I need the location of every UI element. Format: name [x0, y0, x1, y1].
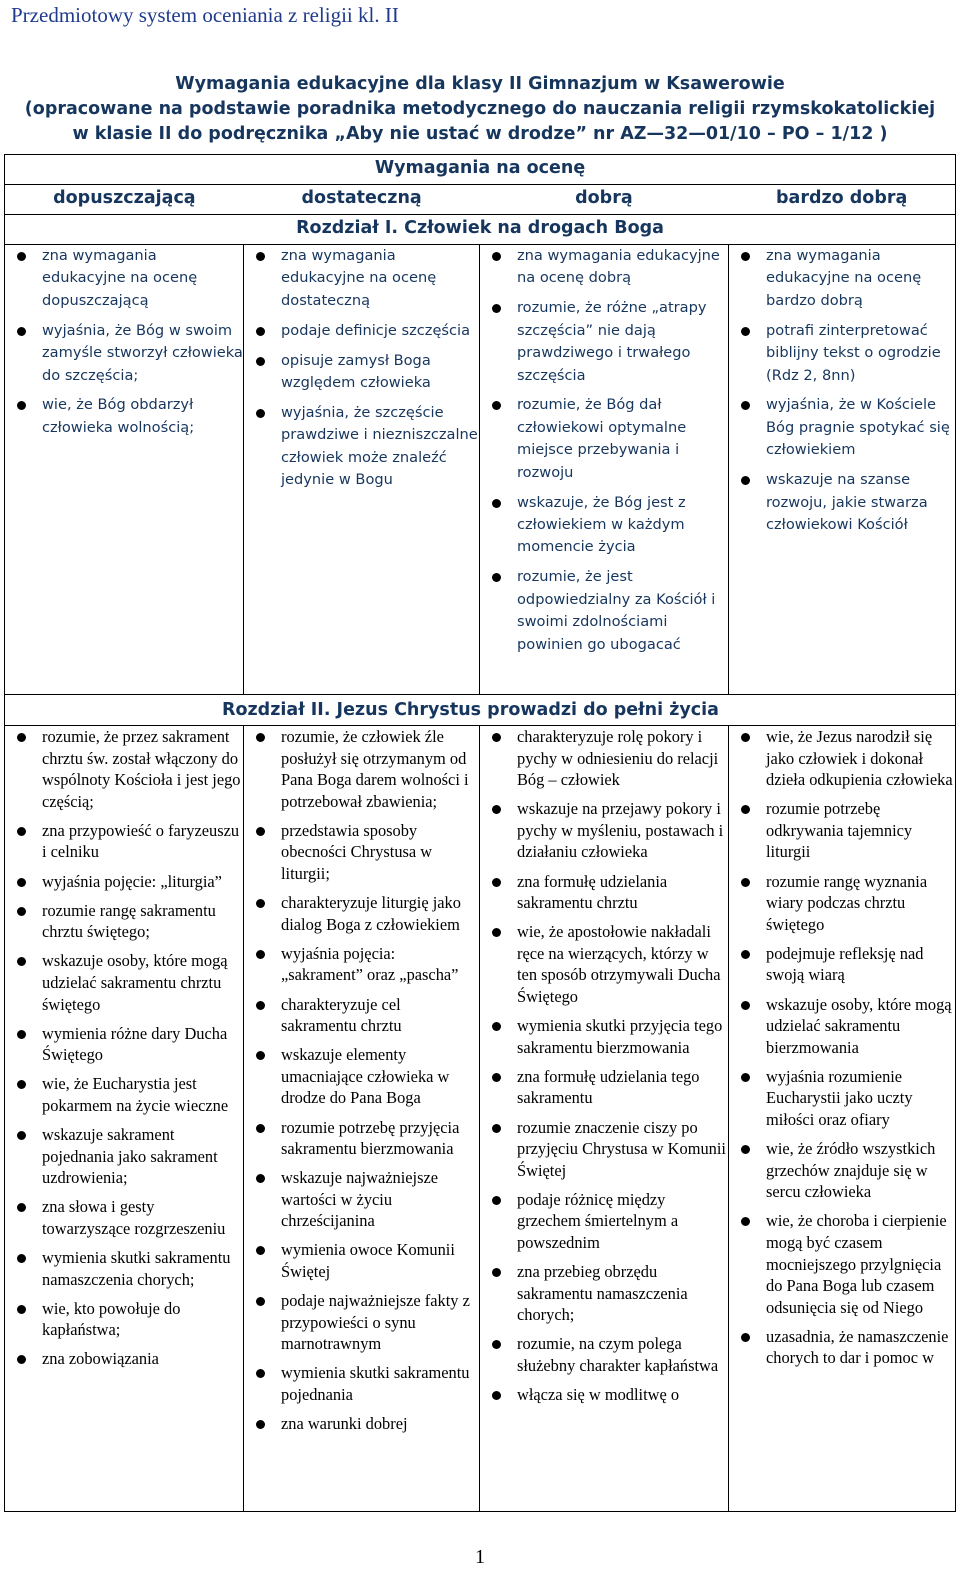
requirement-item: wie, że Eucharystia jest pokarmem na życie wieczne: [5, 1073, 243, 1116]
section-1-cell-bardzo-dobra: [729, 245, 956, 695]
requirement-item: rozumie potrzebę odkrywania tajemnicy liturgii: [729, 798, 955, 863]
requirement-item: rozumie, że człowiek źle posłużył się otrzymanym od Pana Boga darem wolności i potrzebował zbawienia;: [244, 726, 479, 812]
requirement-item: wyjaśnia, że w Kościele Bóg pragnie spotykać się człowiekiem: [729, 394, 955, 461]
requirement-item: wskazuje elementy umacniające człowieka w drodze do Pana Boga: [244, 1044, 479, 1109]
section-1-cell-dobra: [480, 245, 729, 695]
requirement-item: charakteryzuje liturgię jako dialog Boga z człowiekiem: [244, 892, 479, 935]
grade-header-bardzo-dobra: bardzo dobrą: [775, 188, 908, 208]
section-2-cell-dostateczna: [244, 726, 480, 1512]
requirement-item: wymienia skutki sakramentu namaszczenia chorych;: [5, 1247, 243, 1290]
requirement-list: [5, 245, 243, 439]
page-number: 1: [475, 1546, 485, 1568]
grade-header-dostateczna: dostateczną: [301, 188, 422, 208]
requirement-item: wskazuje najważniejsze wartości w życiu chrześcijanina: [244, 1167, 479, 1232]
requirement-item: wskazuje na przejawy pokory i pychy w myśleniu, postawach i działaniu człowieka: [480, 798, 728, 863]
requirement-item: wie, kto powołuje do kapłaństwa;: [5, 1298, 243, 1341]
requirement-item: wskazuje osoby, które mogą udzielać sakramentu bierzmowania: [729, 994, 955, 1059]
requirement-list: [480, 726, 728, 1406]
requirement-item: wie, że choroba i cierpienie mogą być czasem mocniejszego przylgnięcia do Pana Boga lub czasem odsunięcia się od Niego: [729, 1210, 955, 1318]
requirement-item: zna formułę udzielania tego sakramentu: [480, 1066, 728, 1109]
requirement-item: uzasadnia, że namaszczenie chorych to dar i pomoc w: [729, 1326, 955, 1369]
requirement-item: zna warunki dobrej: [244, 1413, 479, 1435]
section-1-cell-dostateczna: [244, 245, 480, 695]
requirement-item: rozumie, na czym polega służebny charakter kapłaństwa: [480, 1333, 728, 1376]
requirement-item: zna wymagania edukacyjne na ocenę bardzo dobrą: [729, 245, 955, 312]
requirement-item: zna przebieg obrzędu sakramentu namaszczenia chorych;: [480, 1261, 728, 1326]
requirement-item: zna wymagania edukacyjne na ocenę dostateczną: [244, 245, 479, 312]
requirement-item: wyjaśnia pojęcie: „liturgia”: [5, 871, 243, 893]
grade-header-dopuszczajaca: dopuszczającą: [53, 188, 196, 208]
requirement-item: wymienia skutki sakramentu pojednania: [244, 1362, 479, 1405]
requirement-item: rozumie potrzebę przyjęcia sakramentu bierzmowania: [244, 1117, 479, 1160]
requirement-list: [244, 245, 479, 492]
requirement-item: rozumie, że przez sakrament chrztu św. został włączony do wspólnoty Kościoła i jest jego częścią;: [5, 726, 243, 812]
section-1-cell-dopuszczajaca: [5, 245, 244, 695]
requirement-item: wyjaśnia pojęcia: „sakrament” oraz „pascha”: [244, 943, 479, 986]
document-title-block: [0, 72, 960, 147]
requirement-item: rozumie, że różne „atrapy szczęścia” nie dają prawdziwego i trwałego szczęścia: [480, 297, 728, 387]
requirement-item: wymienia różne dary Ducha Świętego: [5, 1023, 243, 1066]
document-title-line-1: Wymagania edukacyjne dla klasy II Gimnazjum w Ksawerowie: [175, 74, 785, 94]
requirement-item: rozumie, że jest odpowiedzialny za Kościół i swoimi zdolnościami powinien go ubogacać: [480, 566, 728, 656]
requirement-item: podaje definicje szczęścia: [244, 320, 479, 342]
requirement-item: charakteryzuje rolę pokory i pychy w odniesieniu do relacji Bóg – człowiek: [480, 726, 728, 791]
document-header-title: Przedmiotowy system oceniania z religii kl. II: [11, 3, 399, 27]
requirement-item: wyjaśnia, że Bóg w swoim zamyśle stworzył człowieka do szczęścia;: [5, 320, 243, 387]
requirement-item: zna wymagania edukacyjne na ocenę dobrą: [480, 245, 728, 290]
section-2-title: Rozdział II. Jezus Chrystus prowadzi do pełni życia: [222, 700, 719, 720]
table-caption-cell: [5, 155, 956, 185]
requirement-item: wie, że Jezus narodził się jako człowiek i dokonał dzieła odkupienia człowieka: [729, 726, 955, 791]
requirement-item: rozumie rangę sakramentu chrztu świętego;: [5, 900, 243, 943]
requirement-item: zna słowa i gesty towarzyszące rozgrzeszeniu: [5, 1196, 243, 1239]
requirement-item: wyjaśnia, że szczęście prawdziwe i niezniszczalne człowiek może znaleźć jedynie w Bogu: [244, 402, 479, 492]
requirement-item: wskazuje sakrament pojednania jako sakrament uzdrowienia;: [5, 1124, 243, 1189]
requirement-list: [480, 245, 728, 656]
requirement-item: wyjaśnia rozumienie Eucharystii jako uczty miłości oraz ofiary: [729, 1066, 955, 1131]
requirement-item: wie, że źródło wszystkich grzechów znajduje się w sercu człowieka: [729, 1138, 955, 1203]
requirement-item: zna zobowiązania: [5, 1348, 243, 1370]
section-1-header-cell: [5, 215, 956, 245]
grade-header-row: [5, 185, 956, 215]
requirement-item: podejmuje refleksję nad swoją wiarą: [729, 943, 955, 986]
requirement-item: opisuje zamysł Boga względem człowieka: [244, 350, 479, 395]
requirement-list: [244, 726, 479, 1435]
document-title-line-2: (opracowane na podstawie poradnika metodycznego do nauczania religii rzymskokatolickiej: [24, 99, 936, 119]
section-1-title: Rozdział I. Człowiek na drogach Boga: [296, 218, 664, 238]
section-2-cell-bardzo-dobra: [729, 726, 956, 1512]
requirement-item: wskazuje osoby, które mogą udzielać sakramentu chrztu świętego: [5, 950, 243, 1015]
requirement-item: rozumie znaczenie ciszy po przyjęciu Chrystusa w Komunii Świętej: [480, 1117, 728, 1182]
requirement-item: wymienia skutki przyjęcia tego sakramentu bierzmowania: [480, 1015, 728, 1058]
requirement-item: charakteryzuje cel sakramentu chrztu: [244, 994, 479, 1037]
requirement-item: zna formułę udzielania sakramentu chrztu: [480, 871, 728, 914]
requirement-item: rozumie rangę wyznania wiary podczas chrztu świętego: [729, 871, 955, 936]
requirement-item: zna wymagania edukacyjne na ocenę dopuszczającą: [5, 245, 243, 312]
requirement-item: wskazuje na szanse rozwoju, jakie stwarza człowiekowi Kościół: [729, 469, 955, 536]
table-caption: Wymagania na ocenę: [374, 158, 586, 178]
section-2-header-cell: [5, 695, 956, 726]
requirement-item: podaje różnicę między grzechem śmiertelnym a powszednim: [480, 1189, 728, 1254]
grade-header-dobra: dobrą: [575, 188, 633, 208]
requirement-item: potrafi zinterpretować biblijny tekst o ogrodzie (Rdz 2, 8nn): [729, 320, 955, 387]
requirements-table: [4, 154, 956, 1512]
requirement-item: wie, że apostołowie nakładali ręce na wierzących, którzy w ten sposób otrzymywali Ducha Świętego: [480, 921, 728, 1007]
requirement-list: [729, 726, 955, 1369]
requirement-list: [5, 726, 243, 1370]
requirement-list: [729, 245, 955, 536]
requirement-item: przedstawia sposoby obecności Chrystusa w liturgii;: [244, 820, 479, 885]
section-2-cell-dopuszczajaca: [5, 726, 244, 1512]
requirement-item: podaje najważniejsze fakty z przypowieści o synu marnotrawnym: [244, 1290, 479, 1355]
requirement-item: wie, że Bóg obdarzył człowieka wolnością;: [5, 394, 243, 439]
requirement-item: rozumie, że Bóg dał człowiekowi optymalne miejsce przebywania i rozwoju: [480, 394, 728, 484]
requirement-item: wskazuje, że Bóg jest z człowiekiem w każdym momencie życia: [480, 492, 728, 559]
requirement-item: wymienia owoce Komunii Świętej: [244, 1239, 479, 1282]
requirement-item: włącza się w modlitwę o: [480, 1384, 728, 1406]
document-title-line-3: w klasie II do podręcznika „Aby nie ustać w drodze” nr AZ—32—01/10 – PO – 1/12 ): [72, 124, 888, 144]
requirement-item: zna przypowieść o faryzeuszu i celniku: [5, 820, 243, 863]
section-2-cell-dobra: [480, 726, 729, 1512]
